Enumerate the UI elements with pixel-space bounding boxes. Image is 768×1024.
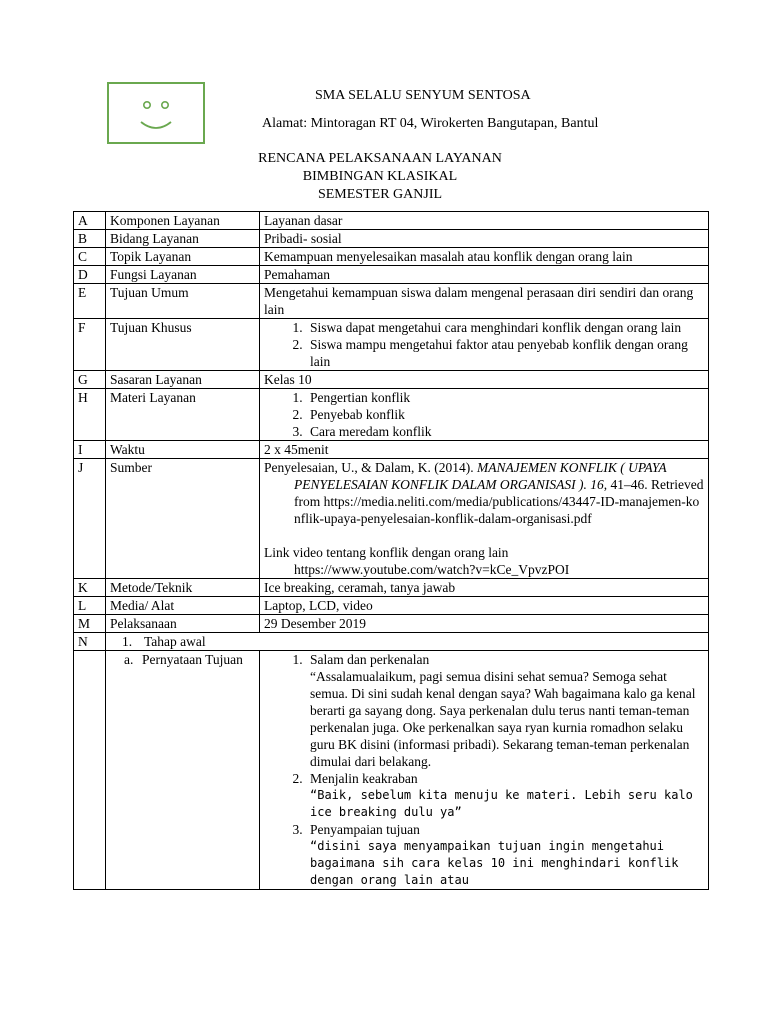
list-item (306, 821, 704, 889)
activity-title: 1. Salam dan perkenalan (310, 652, 430, 667)
stage-label: Tahap awal (144, 634, 206, 649)
activity-quote: “Assalamualaikum, pagi semua disini sehat semua? Semoga sehat semua. Di sini sudah kenal dengan saya? Wah bagaimana kalo ga kenal berarti ga sayang dong. Saya perkenalan dulu terus nanti teman-teman perkenalan juga. Oke perkenalkan saya ryan kurnia romadhon selaku guru BK disini (informasi pribadi). Sekarang teman-teman perkenalan dimulai dari belakang. (310, 669, 696, 769)
row-value: Pemahaman (260, 266, 709, 284)
row-label: Pelaksanaan (106, 615, 260, 633)
document-title (230, 150, 530, 204)
row-value: 2 x 45menit (260, 441, 709, 459)
material-list (264, 389, 704, 440)
school-logo (107, 82, 205, 144)
row-code: F (74, 319, 106, 371)
table-row (74, 230, 709, 248)
row-code: I (74, 441, 106, 459)
table-row (74, 284, 709, 319)
reference-pages: , 41–46. Retrieved from https://media.neliti.com/media/publications/43447-ID-manajemen-konflik-upaya-penyelesaian-konflik-dalam-organisasi.pdf (294, 477, 704, 526)
table-row (74, 633, 709, 651)
row-value: 29 Desember 2019 (260, 615, 709, 633)
table-row (74, 319, 709, 371)
school-address: Alamat: Mintoragan RT 04, Wirokerten Bangutapan, Bantul (262, 116, 599, 131)
row-value: Pribadi- sosial (260, 230, 709, 248)
sub-step-label: Pernyataan Tujuan (142, 652, 243, 667)
school-name: SMA SELALU SENYUM SENTOSA (315, 88, 531, 103)
row-label: Tujuan Umum (106, 284, 260, 319)
row-code: A (74, 212, 106, 230)
table-row (74, 597, 709, 615)
table-row (74, 579, 709, 597)
row-label: Sasaran Layanan (106, 371, 260, 389)
smiley-face-icon (109, 84, 203, 142)
video-link-label: Link video tentang konflik dengan orang lain (264, 545, 509, 560)
activity-title: 2. Menjalin keakraban (310, 771, 418, 786)
sub-step (110, 651, 255, 668)
table-row (74, 615, 709, 633)
row-value: Layanan dasar (260, 212, 709, 230)
row-code: M (74, 615, 106, 633)
row-label: Media/ Alat (106, 597, 260, 615)
title-line-3: SEMESTER GANJIL (317, 187, 443, 202)
row-code: H (74, 389, 106, 441)
sub-step-letter: a. (124, 652, 134, 667)
row-code: G (74, 371, 106, 389)
row-code: J (74, 459, 106, 579)
row-value: Mengetahui kemampuan siswa dalam mengenal perasaan diri sendiri dan orang lain (260, 284, 709, 319)
table-row (74, 459, 709, 579)
row-label: Topik Layanan (106, 248, 260, 266)
video-link-url[interactable]: https://www.youtube.com/watch?v=kCe_VpvzPOI (294, 562, 570, 577)
row-code: K (74, 579, 106, 597)
plan-table (73, 211, 709, 890)
row-label: Metode/Teknik (106, 579, 260, 597)
stage-number: 1. (122, 634, 133, 649)
table-row (74, 651, 709, 890)
row-value (260, 651, 709, 890)
list-item: 3. Cara meredam konflik (306, 423, 704, 440)
list-item (306, 770, 704, 821)
row-code: E (74, 284, 106, 319)
row-label: Materi Layanan (106, 389, 260, 441)
reference-authors: Penyelesaian, U., & Dalam, K. (2014). (264, 460, 477, 475)
row-value: Kelas 10 (260, 371, 709, 389)
row-label: Tujuan Khusus (106, 319, 260, 371)
table-row (74, 441, 709, 459)
row-label: Fungsi Layanan (106, 266, 260, 284)
list-item (306, 651, 704, 770)
row-label: Komponen Layanan (106, 212, 260, 230)
row-label: Bidang Layanan (106, 230, 260, 248)
reference-title: MANAJEMEN KONFLIK ( UPAYA PENYELESAIAN KONFLIK DALAM ORGANISASI ). 16 (294, 460, 667, 492)
row-label: Sumber (106, 459, 260, 579)
row-value (260, 389, 709, 441)
row-code: B (74, 230, 106, 248)
table-row (74, 212, 709, 230)
row-value (260, 459, 709, 579)
row-code: C (74, 248, 106, 266)
activity-quote: “disini saya menyampaikan tujuan ingin mengetahui bagaimana sih cara kelas 10 ini menghindari konflik dengan orang lain atau (310, 839, 679, 887)
reference-citation (264, 459, 704, 527)
row-value: Kemampuan menyelesaikan masalah atau konflik dengan orang lain (260, 248, 709, 266)
row-code: N (74, 633, 106, 651)
table-row (74, 248, 709, 266)
row-label: Waktu (106, 441, 260, 459)
title-line-1: RENCANA PELAKSANAAN LAYANAN (258, 151, 502, 166)
stage-heading (106, 633, 709, 651)
table-row (74, 266, 709, 284)
row-value: Ice breaking, ceramah, tanya jawab (260, 579, 709, 597)
activity-list (264, 651, 704, 889)
objective-list (264, 319, 704, 370)
row-value (260, 319, 709, 371)
list-item: 2. Siswa mampu mengetahui faktor atau penyebab konflik dengan orang lain (306, 336, 704, 370)
list-item: 1. Siswa dapat mengetahui cara menghindari konflik dengan orang lain (306, 319, 704, 336)
table-row (74, 371, 709, 389)
activity-title: 3. Penyampaian tujuan (310, 822, 420, 837)
list-item: 1. Pengertian konflik (306, 389, 704, 406)
row-code: D (74, 266, 106, 284)
table-row (74, 389, 709, 441)
title-line-2: BIMBINGAN KLASIKAL (302, 169, 458, 184)
list-item: 2. Penyebab konflik (306, 406, 704, 423)
row-code: L (74, 597, 106, 615)
row-value: Laptop, LCD, video (260, 597, 709, 615)
activity-quote: “Baik, sebelum kita menuju ke materi. Lebih seru kalo ice breaking dulu ya” (310, 788, 693, 819)
